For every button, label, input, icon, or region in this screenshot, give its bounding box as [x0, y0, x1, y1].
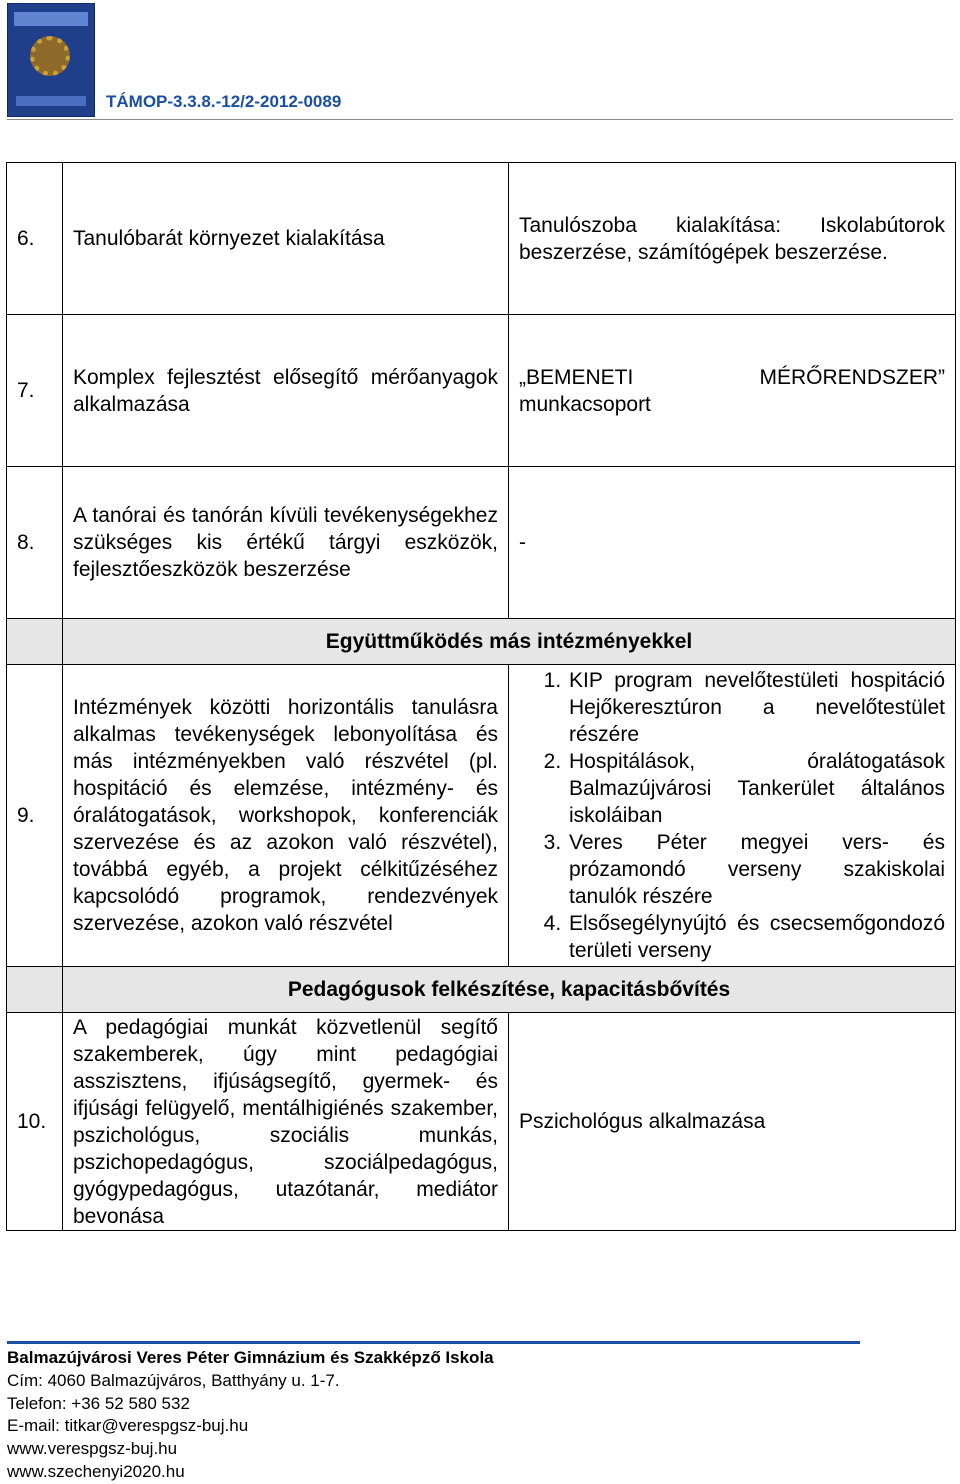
section-number-cell: [7, 967, 63, 1013]
row-number: 8.: [7, 467, 63, 619]
footer: [7, 1347, 494, 1484]
list-item: 4. Elsősegélynyújtó és csecsemőgondozó területi verseny: [567, 910, 945, 964]
section-header-row: [7, 619, 956, 665]
header-divider: [7, 119, 953, 120]
emblem-band: [14, 12, 88, 26]
result-cell: [509, 665, 956, 967]
phone: Telefon: +36 52 580 532: [7, 1393, 190, 1413]
table-row: [7, 467, 956, 619]
activities-table: [6, 162, 956, 1231]
emblem-ribbon: [16, 96, 86, 106]
section-title: Pedagógusok felkészítése, kapacitásbővítés: [63, 967, 956, 1013]
table-row: [7, 665, 956, 967]
activity-cell: Tanulóbarát környezet kialakítása: [63, 163, 509, 315]
result-cell: „BEMENETI MÉRŐRENDSZER” munkacsoport: [509, 315, 956, 467]
row-number: 9.: [7, 665, 63, 967]
gear-icon: [30, 36, 70, 76]
row-number: 10.: [7, 1013, 63, 1231]
list-item: 1. KIP program nevelőtestületi hospitáció Hejőkeresztúron a nevelőtestület részére: [567, 667, 945, 748]
result-list: [519, 667, 945, 964]
activity-cell: Intézmények közötti horizontális tanulásra alkalmas tevékenységek lebonyolítása és más intézményekben való részvétel (pl. hospitáció és elemzése, intézmény- és óralátogatások, workshopok, konferenciák szervezése és az azokon való részvétel), továbbá egyéb, a projekt célkitűzéséhez kapcsolódó programok, rendezvények szervezése, azokon való részvétel: [63, 665, 509, 967]
list-item: 2. Hospitálások, óralátogatások Balmazújvárosi Tankerület általános iskoláiban: [567, 748, 945, 829]
activity-cell: A tanórai és tanórán kívüli tevékenységekhez szükséges kis értékű tárgyi eszközök, fejlesztőeszközök beszerzése: [63, 467, 509, 619]
website-link[interactable]: www.verespgsz-buj.hu: [7, 1439, 178, 1459]
table-row: [7, 163, 956, 315]
project-code: TÁMOP-3.3.8.-12/2-2012-0089: [106, 92, 342, 111]
row-number: 7.: [7, 315, 63, 467]
email: E-mail: titkar@verespgsz-buj.hu: [7, 1416, 249, 1436]
result-cell: Tanulószoba kialakítása: Iskolabútorok beszerzése, számítógépek beszerzése.: [509, 163, 956, 315]
row-number: 6.: [7, 163, 63, 315]
list-item: 3. Veres Péter megyei vers- és prózamondó verseny szakiskolai tanulók részére: [567, 829, 945, 910]
table-row: [7, 315, 956, 467]
result-cell: Pszichológus alkalmazása: [509, 1013, 956, 1231]
table-row: [7, 1013, 956, 1231]
section-header-row: [7, 967, 956, 1013]
section-title: Együttműködés más intézményekkel: [63, 619, 956, 665]
activity-cell: Komplex fejlesztést elősegítő mérőanyagok alkalmazása: [63, 315, 509, 467]
result-cell: -: [509, 467, 956, 619]
school-emblem: [7, 3, 95, 117]
school-name: Balmazújvárosi Veres Péter Gimnázium és Szakképző Iskola: [7, 1348, 494, 1367]
footer-divider: [7, 1341, 860, 1344]
website-link[interactable]: www.szechenyi2020.hu: [7, 1461, 185, 1481]
section-number-cell: [7, 619, 63, 665]
address: Cím: 4060 Balmazújváros, Batthyány u. 1-7.: [7, 1370, 340, 1390]
activity-cell: A pedagógiai munkát közvetlenül segítő szakemberek, úgy mint pedagógiai asszisztens, ifjúságsegítő, gyermek- és ifjúsági felügyelő, mentálhigiénés szakember, pszichológus, szociális munkás, pszichopedagógus, szociálpedagógus, gyógypedagógus, utazótanár, mediátor bevonása: [63, 1013, 509, 1231]
